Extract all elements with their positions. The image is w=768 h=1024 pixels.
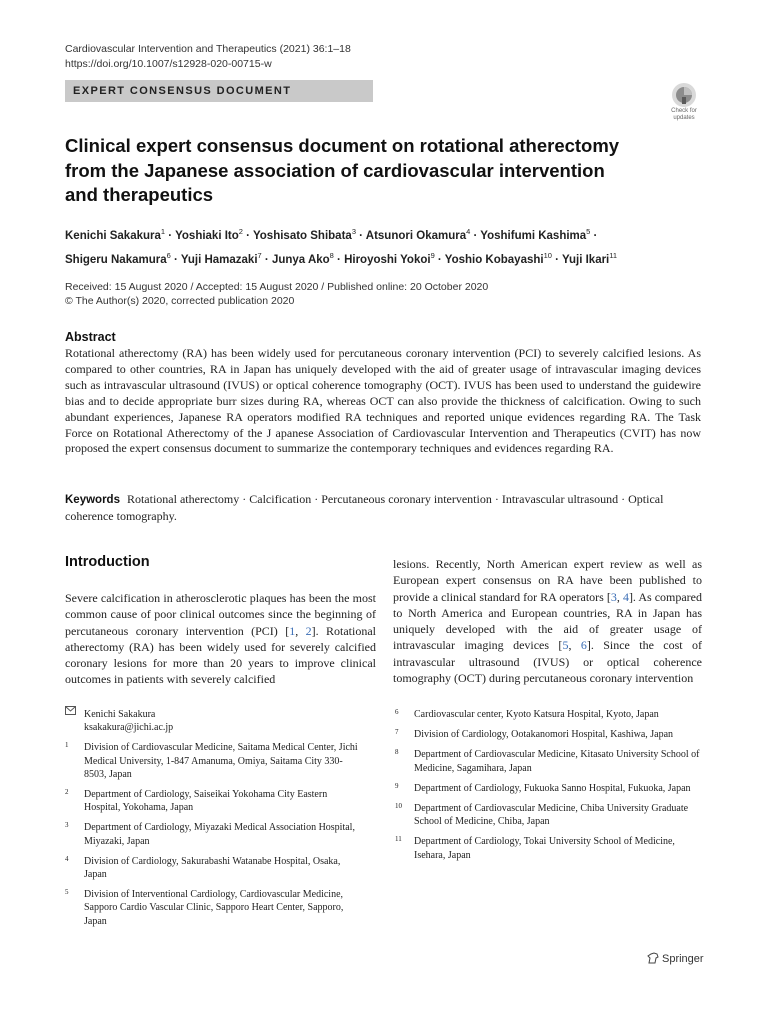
springer-horse-icon: [647, 952, 659, 964]
author-name[interactable]: Yuji Ikari: [561, 253, 610, 266]
title-line: from the Japanese association of cardiovascular intervention: [65, 159, 605, 181]
citation-link[interactable]: 1: [289, 623, 296, 638]
affiliation-text: Department of Cardiovascular Medicine, Chiba University Graduate School of Medicine, Chiba, Japan: [414, 803, 689, 828]
affiliation-text: Cardiovascular center, Kyoto Katsura Hospital, Kyoto, Japan: [414, 709, 659, 720]
affiliation-item: [65, 855, 365, 881]
keywords-text: Rotational atherectomy · Calcification · Percutaneous coronary intervention · Intravascular ultrasound · Optical coherence tomography.: [65, 492, 664, 523]
author-line-2: Shigeru Nakamura$^6$ · Yuji Hamazaki$^7$ · Junya Ako$^8$ · Hiroyoshi Yokoi$^9$ · Yoshio Kobayashi$^{10}$ · Yuji Ikari$^{11}$: [65, 250, 618, 266]
paper-title: [65, 134, 705, 208]
intro-text: ,: [616, 589, 623, 604]
introduction-left-column: [65, 590, 376, 688]
affiliation-text: Department of Cardiology, Fukuoka Sanno Hospital, Fukuoka, Japan: [414, 782, 691, 794]
author-affiliation-sup: 4: [466, 227, 471, 236]
affiliation-text: Division of Cardiology, Sakurabashi Watanabe Hospital, Osaka, Japan: [84, 855, 341, 881]
affiliation-text: Department of Cardiovascular Medicine, Kitasato University School of Medicine, Sagamihara, Japan: [414, 749, 700, 774]
author-affiliation-sup: 9: [430, 250, 435, 260]
affiliation-text: Division of Cardiology, Ootakanomori Hospital, Kashiwa, Japan: [414, 729, 674, 741]
check-for-updates-label-1: Check for: [671, 108, 697, 114]
envelope-icon: [65, 706, 76, 720]
affiliation-item: [65, 888, 365, 928]
intro-text: lesions. Recently, North American expert review as well as European expert consensus on RA have been published to provide a clinical standard for RA operators [: [393, 557, 702, 604]
author-name[interactable]: Yoshiaki Ito: [175, 229, 239, 242]
publication-dates: [65, 280, 488, 308]
keywords: [65, 492, 701, 525]
affiliation-item: [65, 788, 365, 814]
title-line: Clinical expert consensus document on rotational atherectomy: [65, 135, 620, 156]
check-for-updates-badge[interactable]: [664, 82, 704, 124]
author-name[interactable]: Kenichi Sakakura: [65, 229, 161, 242]
affiliation-number: 9: [395, 781, 399, 790]
affiliation-number: 4: [65, 854, 69, 863]
author-line-1: Kenichi Sakakura$^1$ · Yoshiaki Ito$^2$ · Yoshisato Shibata$^3$ · Atsunori Okamura$^4$ · Yoshifumi Kashima$^5$ ·: [65, 227, 598, 242]
author-affiliation-sup: 5: [586, 227, 591, 236]
publisher-name: Springer: [662, 953, 704, 965]
keywords-label: Keywords: [65, 494, 120, 506]
author-name[interactable]: Junya Ako: [271, 253, 330, 266]
author-affiliation-sup: 8: [329, 250, 334, 260]
author-name[interactable]: Yuji Hamazaki: [180, 253, 258, 266]
corresponding-name: Kenichi Sakakura: [84, 709, 156, 720]
publisher-footer: [647, 952, 704, 965]
affiliations-left: [65, 708, 365, 935]
intro-text: ]. Since the cost of intravascular ultrasound (IVUS) or optical coherence tomography (OCT) during percutaneous coronary intervention: [393, 638, 703, 686]
intro-text: ]. As compared to North America and European countries, RA in Japan has uniquely developed with the aid of greater usage of intravascular imaging devices [: [393, 589, 703, 653]
author-name[interactable]: Atsunori Okamura: [365, 229, 467, 242]
affiliation-item: [395, 835, 700, 861]
doi-link[interactable]: https://doi.org/10.1007/s12928-020-00715-w: [65, 58, 272, 70]
author-affiliation-sup: 6: [166, 250, 171, 260]
intro-text: Severe calcification in atherosclerotic plaques has been the most common cause of poor clinical outcomes since the beginning of percutaneous coronary intervention (PCI) [: [65, 591, 376, 638]
affiliation-item: [65, 821, 365, 847]
author-affiliation-sup: 10: [543, 250, 552, 260]
author-affiliation-sup: 2: [238, 227, 243, 236]
intro-text: ,: [568, 638, 581, 653]
journal-citation: Cardiovascular Intervention and Therapeutics (2021) 36:1–18: [65, 43, 351, 55]
affiliation-number: 7: [395, 728, 399, 737]
introduction-right-column: [393, 556, 702, 686]
affiliation-text: Division of Interventional Cardiology, Cardiovascular Medicine, Sapporo Cardio Vascular Clinic, Sapporo Heart Center, Sapporo, Japan: [84, 889, 344, 927]
affiliation-item: [395, 802, 700, 828]
corresponding-email[interactable]: ksakakura@jichi.ac.jp: [84, 722, 174, 734]
affiliation-text: Department of Cardiology, Tokai University School of Medicine, Isehara, Japan: [414, 836, 675, 861]
author-affiliation-sup: 11: [609, 250, 618, 260]
affiliation-item: [395, 782, 700, 795]
affiliation-text: Division of Cardiovascular Medicine, Saitama Medical Center, Jichi Medical University, 1-847 Amanuma, Omiya, Saitama City 330-8503, Japan: [84, 742, 358, 780]
author-affiliation-sup: 7: [257, 250, 262, 260]
author-list: [65, 222, 705, 270]
introduction-heading: Introduction: [65, 554, 150, 570]
intro-text: ,: [295, 623, 306, 638]
affiliation-number: 5: [65, 888, 69, 897]
abstract-heading: Abstract: [65, 330, 116, 344]
affiliation-number: 3: [65, 821, 69, 830]
title-line: and therapeutics: [65, 184, 214, 205]
affiliation-text: Department of Cardiology, Miyazaki Medical Association Hospital, Miyazaki, Japan: [84, 822, 355, 847]
citation-link[interactable]: 3: [610, 589, 617, 604]
citation-link[interactable]: 5: [562, 638, 569, 653]
affiliation-item: [395, 728, 700, 741]
affiliation-number: 10: [395, 802, 402, 811]
author-name[interactable]: Yoshio Kobayashi: [444, 253, 544, 266]
check-for-updates-icon: [671, 82, 697, 108]
journal-header: [65, 42, 351, 72]
check-for-updates-label-2: updates: [673, 115, 695, 121]
affiliation-number: 11: [395, 835, 402, 844]
affiliation-item: [395, 748, 700, 774]
document-type-banner: EXPERT CONSENSUS DOCUMENT: [65, 80, 373, 102]
affiliation-item: [395, 708, 700, 721]
citation-link[interactable]: 4: [622, 589, 629, 604]
author-name[interactable]: Yoshisato Shibata: [252, 229, 352, 242]
intro-text: ]. Rotational atherectomy (RA) has been widely used for severely calcified coronary lesions for more than 20 years to improve clinical outcomes in patients with severely calcified: [65, 623, 376, 687]
received-accepted-published: Received: 15 August 2020 / Accepted: 15 August 2020 / Published online: 20 October 2020: [65, 281, 489, 293]
copyright-line: © The Author(s) 2020, corrected publication 2020: [65, 295, 295, 307]
affiliation-number: 6: [395, 708, 399, 716]
author-name[interactable]: Shigeru Nakamura: [65, 253, 167, 266]
author-affiliation-sup: 3: [351, 227, 356, 236]
citation-link[interactable]: 6: [580, 638, 587, 653]
author-affiliation-sup: 1: [160, 227, 166, 236]
affiliation-item: [65, 741, 365, 781]
author-name[interactable]: Hiroyoshi Yokoi: [344, 253, 431, 266]
citation-link[interactable]: 2: [305, 623, 312, 638]
affiliations-right: [395, 708, 700, 869]
affiliation-text: Department of Cardiology, Saiseikai Yokohama City Eastern Hospital, Yokohama, Japan: [84, 789, 328, 814]
affiliation-number: 2: [65, 788, 69, 797]
affiliation-number: 1: [65, 741, 69, 750]
abstract-body: Rotational atherectomy (RA) has been widely used for percutaneous coronary intervention (PCI) to severely calcified lesions. As compared to other countries, RA in Japan has uniquely developed with the aid of greater usage of intravascular imaging devices such as intravascular ultrasound (IVUS) or optical coherence tomography (OCT). IVUS has been used to understand the guidewire bias and to decide appropriate burr sizes during RA, whereas OCT can also provide the thickness of calcification. Owing to such abundant experiences, Japanese RA operators modified RA techniques and reported unique evidences regarding RA. The Task Force on Rotational Atherectomy of the J apanese Association of Cardiovascular Intervention and Therapeutics (CVIT) has now proposed the expert consensus document to summarize the contemporary techniques and evidences regarding RA.: [65, 346, 701, 456]
corresponding-author: [65, 708, 365, 734]
affiliation-number: 8: [395, 748, 399, 757]
author-name[interactable]: Yoshifumi Kashima: [480, 229, 587, 242]
